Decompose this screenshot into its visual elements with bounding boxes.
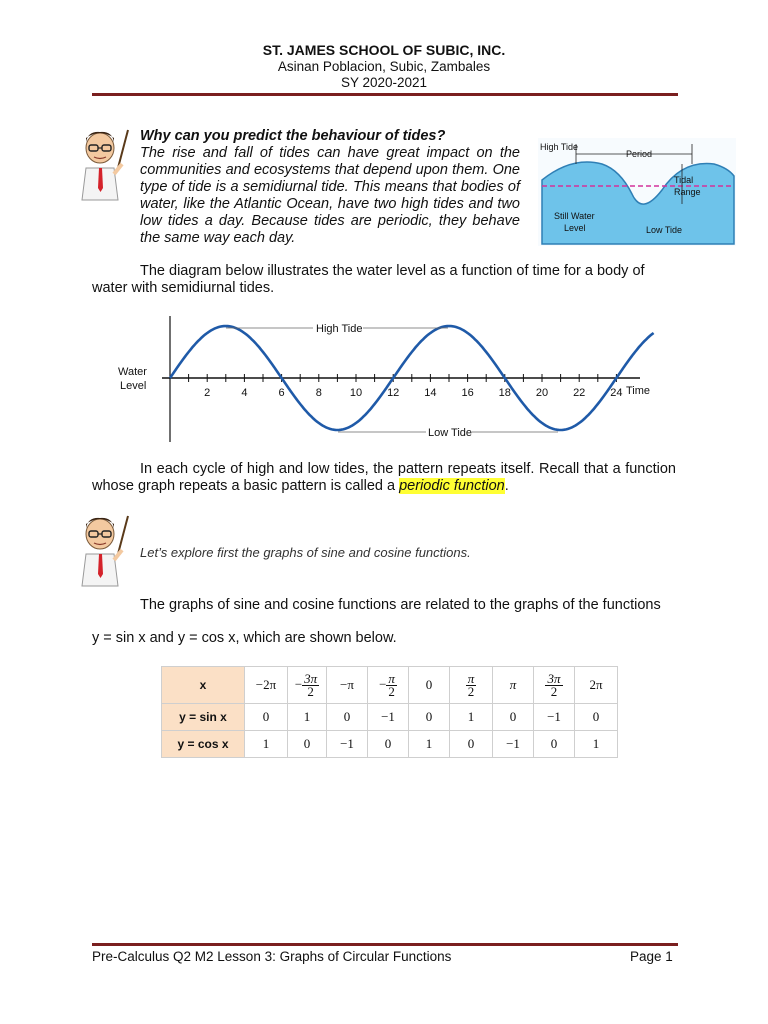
- sin-cell: 0: [493, 704, 534, 731]
- x-tick-label: 12: [387, 387, 400, 399]
- school-year: SY 2020-2021: [340, 75, 428, 90]
- footer-title: Pre-Calculus Q2 M2 Lesson 3: Graphs of Circular Functions: [92, 949, 452, 964]
- sin-cell: 0: [575, 704, 618, 731]
- x-tick-label: 8: [315, 387, 322, 399]
- cos-cell: −1: [493, 731, 534, 758]
- x-axis-label: Time: [626, 385, 651, 397]
- table-row-sin: [162, 704, 618, 731]
- x-tick-labels: [204, 387, 622, 399]
- cos-cell: 0: [368, 731, 409, 758]
- cos-cell: −1: [327, 731, 368, 758]
- x-tick-label: 18: [498, 387, 511, 399]
- tide-graph: [110, 310, 670, 450]
- x-tick-label: 20: [535, 387, 549, 399]
- periodic-paragraph: [92, 461, 676, 495]
- graphs-paragraph: The graphs of sine and cosine functions are related to the graphs of the functions: [140, 597, 661, 613]
- sin-cell: 0: [409, 704, 450, 731]
- tide-period-label: Period: [626, 149, 653, 159]
- sin-cell: −1: [368, 704, 409, 731]
- explore-text: Let’s explore first the graphs of sine and cosine functions.: [140, 545, 471, 560]
- tide-level-label: Level: [564, 223, 586, 233]
- x-tick-label: 4: [241, 387, 248, 399]
- x-cell: −π: [327, 667, 368, 704]
- cos-cell: 0: [288, 731, 327, 758]
- table-row-x: [162, 667, 618, 704]
- x-tick-label: 22: [573, 387, 586, 399]
- cos-cell: 1: [409, 731, 450, 758]
- periodic-end: .: [504, 478, 509, 494]
- teacher-icon: [80, 128, 136, 202]
- x-tick-label: 24: [610, 387, 623, 399]
- row-label-x: x: [162, 667, 245, 704]
- x-cell: π: [493, 667, 534, 704]
- x-tick-label: 10: [349, 387, 363, 399]
- tide-low-label: Low Tide: [646, 225, 683, 235]
- cos-cell: 0: [534, 731, 575, 758]
- tide-high-label: High Tide: [540, 142, 579, 152]
- periodic-text: In each cycle of high and low tides, the pattern repeats itself. Recall that a function whose graph repeats a basic pattern is called a: [92, 461, 676, 494]
- cos-cell: 0: [450, 731, 493, 758]
- school-address: Asinan Poblacion, Subic, Zambales: [277, 59, 491, 74]
- sin-cell: −1: [534, 704, 575, 731]
- x-tick-label: 16: [461, 387, 474, 399]
- cos-cell: 1: [245, 731, 288, 758]
- x-cell: − $\frac{\pi}{2}$: [368, 667, 409, 704]
- tide-tidal-label: Tidal: [674, 175, 694, 185]
- y-axis-label-line2: Level: [120, 380, 147, 392]
- teacher-icon: [80, 514, 136, 588]
- x-cell: − $\frac{3\pi}{2}$: [288, 667, 327, 704]
- intro-body: The rise and fall of tides can have great impact on the communities and ecosystems that depend upon them. One type of tide is a semidiurnal tide. This means that bodies of water, like the Atlantic Ocean, have two high tides and two low tides a day. Because tides are periodic, they behave the same way each day.: [140, 145, 520, 246]
- intro-question: Why can you predict the behaviour of tides?: [140, 128, 446, 144]
- low-tide-label: Low Tide: [428, 427, 473, 439]
- sin-cell: 1: [288, 704, 327, 731]
- x-tick-label: 2: [204, 387, 211, 399]
- sin-cell: 0: [327, 704, 368, 731]
- x-cell: $\frac{3\pi}{2}$: [534, 667, 575, 704]
- high-tide-label: High Tide: [316, 323, 363, 335]
- tide-illustration: [532, 130, 742, 248]
- row-label-sin: y = sin x: [162, 704, 245, 731]
- school-name: ST. JAMES SCHOOL OF SUBIC, INC.: [262, 42, 506, 58]
- x-cell: 2π: [575, 667, 618, 704]
- x-cell: $\frac{\pi}{2}$: [450, 667, 493, 704]
- sin-cell: 1: [450, 704, 493, 731]
- cos-cell: 1: [575, 731, 618, 758]
- graphs-functions-line: y = sin x and y = cos x, which are shown below.: [92, 630, 397, 646]
- x-cell: 0: [409, 667, 450, 704]
- row-label-cos: y = cos x: [162, 731, 245, 758]
- footer-divider: [92, 943, 678, 946]
- x-tick-label: 14: [424, 387, 437, 399]
- x-tick-label: 6: [278, 387, 285, 399]
- diagram-intro: The diagram below illustrates the water level as a function of time for a body of water with semidiurnal tides.: [92, 263, 645, 296]
- tide-range-label: Range: [674, 187, 701, 197]
- values-table: [161, 666, 618, 758]
- tide-still-water-label: Still Water: [554, 211, 595, 221]
- table-row-cos: [162, 731, 618, 758]
- sin-cell: 0: [245, 704, 288, 731]
- page-number: Page 1: [630, 949, 673, 964]
- periodic-function-highlight: periodic function: [399, 478, 505, 494]
- header-divider: [92, 93, 678, 96]
- x-cell: −2π: [245, 667, 288, 704]
- y-axis-label-line1: Water: [118, 366, 147, 378]
